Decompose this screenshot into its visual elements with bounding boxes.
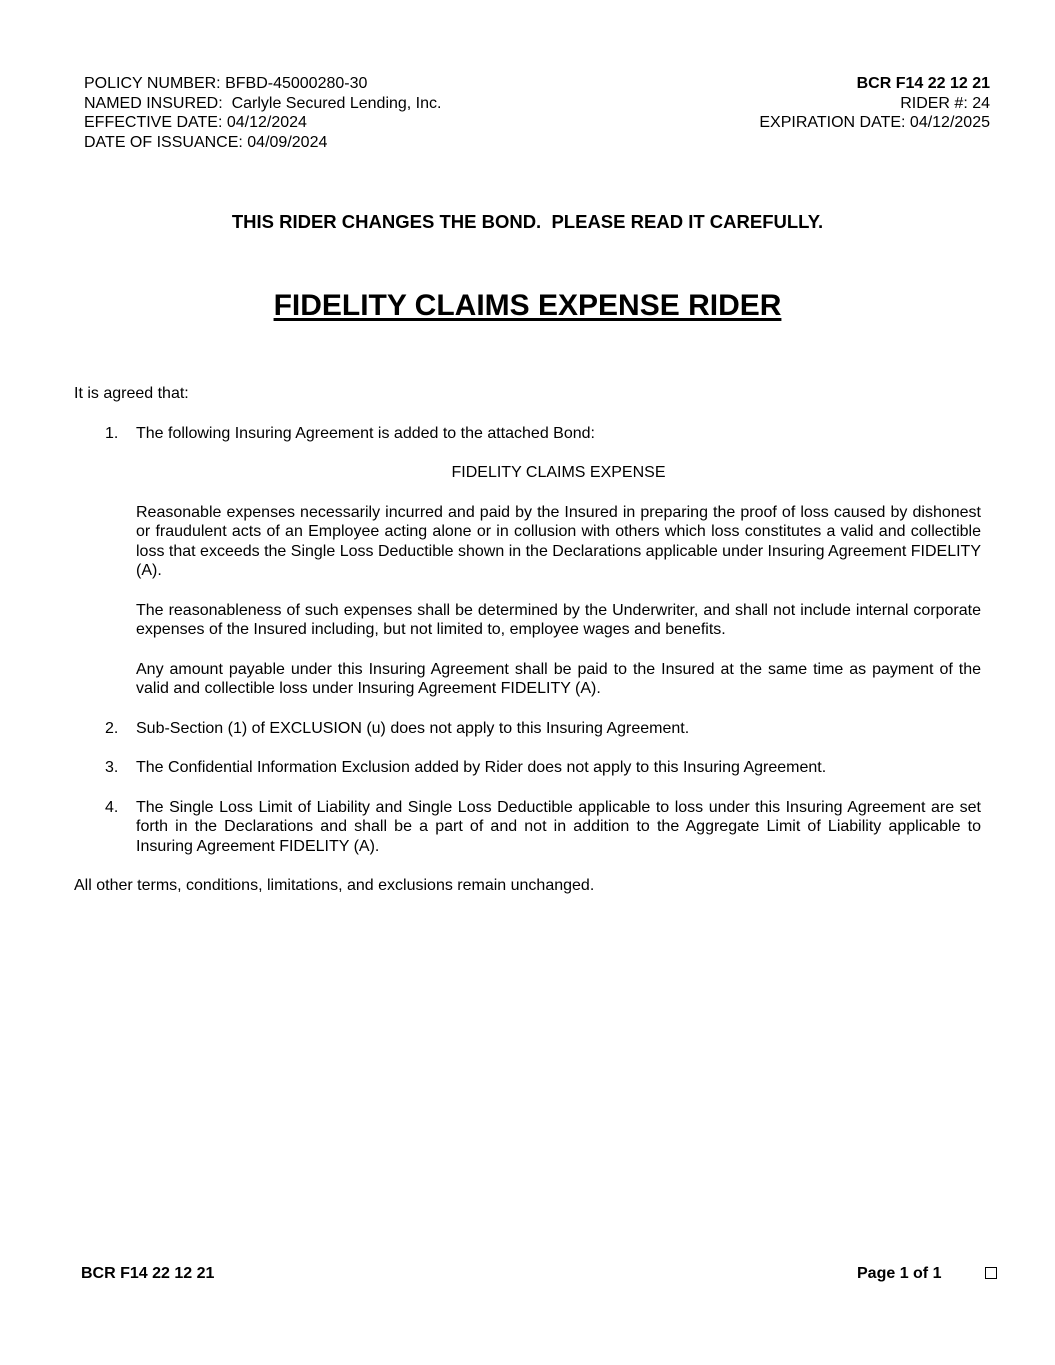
policy-number: POLICY NUMBER: BFBD-45000280-30	[84, 75, 368, 92]
closing-text: All other terms, conditions, limitations, and exclusions remain unchanged.	[74, 877, 595, 894]
named-insured: NAMED INSURED: Carlyle Secured Lending, Inc.	[84, 94, 442, 112]
insuring-agreement-heading: FIDELITY CLAIMS EXPENSE	[451, 464, 666, 481]
item-number: 2.	[105, 719, 119, 737]
list-item-1	[74, 424, 981, 699]
rider-number: RIDER #: 24	[900, 94, 990, 112]
list-item-2	[74, 719, 981, 739]
checkbox-square-icon	[985, 1267, 997, 1279]
item-paragraph: Any amount payable under this Insuring Agreement shall be paid to the Insured at the same time as payment of the valid and collectible loss under Insuring Agreement FIDELITY (A).	[136, 660, 981, 697]
effective-date: EFFECTIVE DATE: 04/12/2024	[84, 114, 307, 131]
rider-notice: THIS RIDER CHANGES THE BOND. PLEASE READ IT CAREFULLY.	[231, 211, 824, 232]
item-number: 1.	[105, 424, 119, 442]
item-number: 3.	[105, 759, 119, 776]
form-code: BCR F14 22 12 21	[856, 75, 990, 92]
footer-page-number: Page 1 of 1	[857, 1265, 942, 1282]
item-text: The following Insuring Agreement is added to the attached Bond:	[136, 424, 595, 442]
item-paragraph: The reasonableness of such expenses shall be determined by the Underwriter, and shall not include internal corporate expenses of the Insured including, but not limited to, employee wages and benefits.	[136, 601, 981, 638]
document-title: FIDELITY CLAIMS EXPENSE RIDER	[273, 289, 782, 322]
list-item-4	[74, 798, 981, 857]
intro-text: It is agreed that:	[74, 385, 189, 402]
policy-header-right	[570, 74, 990, 133]
rider-body	[74, 384, 981, 896]
item-number: 4.	[105, 798, 119, 816]
date-of-issuance: DATE OF ISSUANCE: 04/09/2024	[84, 133, 328, 151]
footer-form-code: BCR F14 22 12 21	[81, 1265, 215, 1282]
item-text: Sub-Section (1) of EXCLUSION (u) does not apply to this Insuring Agreement.	[136, 719, 690, 737]
item-text: The Single Loss Limit of Liability and Single Loss Deductible applicable to loss under this Insuring Agreement are set forth in the Declarations and shall be a part of and not in addition to the Aggregate Limit of Liability applicable to Insuring Agreement FIDELITY (A).	[136, 798, 981, 855]
item-paragraph: Reasonable expenses necessarily incurred and paid by the Insured in preparing the proof of loss caused by dishonest or fraudulent acts of an Employee acting alone or in collusion with others which loss constitutes a valid and collectible loss that exceeds the Single Loss Deductible shown in the Declarations applicable under Insuring Agreement FIDELITY (A).	[136, 503, 981, 579]
list-item-3	[74, 758, 981, 778]
item-text: The Confidential Information Exclusion added by Rider does not apply to this Insuring Agreement.	[136, 759, 827, 776]
policy-header-left	[84, 74, 584, 152]
expiration-date: EXPIRATION DATE: 04/12/2025	[759, 114, 990, 131]
